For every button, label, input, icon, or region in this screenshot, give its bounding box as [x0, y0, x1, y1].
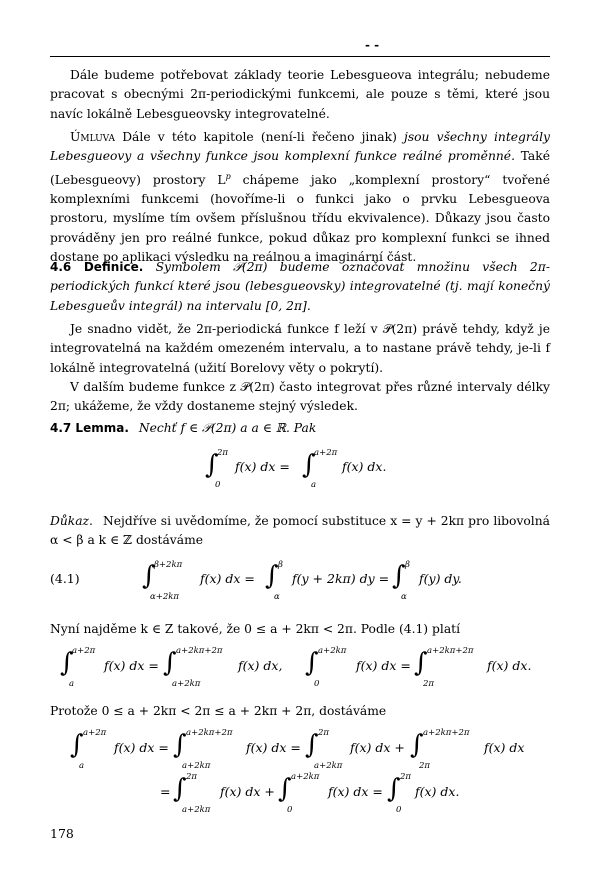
- upper-limit: a+2π: [314, 448, 338, 458]
- integrand: f(x) dx +: [220, 784, 275, 799]
- lemma-text: Nechť f ∈ 𝒫(2π) a a ∈ ℝ. Pak: [138, 421, 317, 435]
- upper-limit: a+2kπ+2π: [427, 646, 474, 656]
- upper-limit: a+2π: [72, 646, 96, 656]
- equation-lemma: [205, 450, 405, 490]
- upper-limit: β: [405, 560, 410, 570]
- convention-sup: p: [225, 171, 231, 181]
- integrand: f(x) dx.: [487, 658, 532, 673]
- integrand: f(x) dx =: [246, 740, 301, 755]
- integrand: f(x) dx =: [104, 658, 159, 673]
- equation-chain-line-1: [50, 728, 550, 772]
- upper-limit: a+2kπ+2π: [423, 728, 470, 738]
- integrand: f(y + 2kπ) dy =: [292, 571, 390, 586]
- upper-limit: 2π: [318, 728, 329, 738]
- convention-rest: Také (Lebesgueovy) prostory L: [50, 149, 550, 187]
- paragraph-integrate: V dalším budeme funkce z 𝒫(2π) často integrovat přes různé intervaly délky 2π; ukážeme, že vždy dostaneme stejný výsledek.: [50, 380, 550, 414]
- integral-sign: ∫: [163, 648, 177, 678]
- integral-sign: ∫: [142, 561, 156, 591]
- lower-limit: α+2kπ: [150, 592, 180, 602]
- lower-limit: a+2kπ: [314, 761, 343, 771]
- paragraph-periodic: Je snadno vidět, že 2π-periodická funkce f leží v 𝒫(2π) právě tehdy, když je integrovatelná na každém omezeném intervalu, a to nastane právě tehdy, je-li f lokálně integrovatelná (užití Borelovy věty o pokrytí).: [50, 322, 550, 375]
- integrand: f(x) dx =: [356, 658, 411, 673]
- integral-sign: ∫: [392, 561, 406, 591]
- lower-limit: a+2kπ: [182, 761, 211, 771]
- upper-limit: a+2kπ+2π: [186, 728, 233, 738]
- definition-label: 4.6 Definice.: [50, 260, 144, 274]
- lower-limit: a+2kπ: [172, 679, 201, 689]
- lemma-label: 4.7 Lemma.: [50, 421, 129, 435]
- upper-limit: 2π: [186, 772, 197, 782]
- integrand: f(x) dx: [484, 740, 525, 755]
- lower-limit: a+2kπ: [182, 805, 211, 815]
- lower-limit: α: [274, 592, 280, 602]
- integrand: f(x) dx,: [238, 658, 283, 673]
- proof-label: Důkaz.: [50, 514, 93, 528]
- upper-limit: β: [278, 560, 283, 570]
- lower-limit: α: [401, 592, 407, 602]
- integral-sign: ∫: [205, 450, 219, 480]
- proof-paragraph: [50, 512, 550, 551]
- integral-sign: ∫: [70, 730, 84, 760]
- integrand: f(x) dx =: [200, 571, 255, 586]
- integral-sign: ∫: [387, 774, 401, 804]
- page-number: 178: [50, 826, 74, 841]
- integrand: f(x) dx =: [235, 459, 290, 474]
- equation-4-1: [50, 560, 550, 602]
- lower-limit: 2π: [419, 761, 430, 771]
- lower-limit: 0: [215, 480, 221, 490]
- integral-sign: ∫: [302, 450, 316, 480]
- integral-sign: ∫: [278, 774, 292, 804]
- equals-sign: =: [160, 784, 171, 799]
- integrand: f(x) dx +: [350, 740, 405, 755]
- lemma-4-7: [50, 419, 550, 438]
- integral-sign: ∫: [173, 730, 187, 760]
- integrand: f(x) dx =: [328, 784, 383, 799]
- convention-italic: jsou všechny integrály Lebesgueovy a všechny funkce jsou komplexní funkce reálné proměnné.: [50, 130, 551, 164]
- upper-limit: a+2kπ: [318, 646, 347, 656]
- integrand: f(x) dx.: [342, 459, 387, 474]
- convention-rest2: chápeme jako „komplexní prostory“ tvořené komplexními funkcemi (hovoříme-li o funkci jako o prvku Lebesgueova prostoru, myslíme tím ovšem příslušnou třídu ekvivalence). Důkazy jsou často prováděny jen pro reálné funkce, pokud důkaz pro komplexní funkci se ihned dostane po aplikaci výsledku na reálnou a imaginární část.: [50, 172, 550, 264]
- upper-limit: 2π: [400, 772, 411, 782]
- upper-limit: a+2kπ+2π: [176, 646, 223, 656]
- lower-limit: a: [311, 480, 317, 490]
- integral-sign: ∫: [173, 774, 187, 804]
- running-header-mark: - -: [365, 38, 380, 52]
- paragraph-find-k: Nyní najděme k ∈ Z takové, že 0 ≤ a + 2kπ < 2π. Podle (4.1) platí: [50, 622, 461, 636]
- integrand: f(y) dy.: [419, 571, 462, 586]
- upper-limit: β+2kπ: [154, 560, 183, 570]
- header-rule: [50, 56, 550, 57]
- integral-sign: ∫: [60, 648, 74, 678]
- paragraph-since: Protože 0 ≤ a + 2kπ < 2π ≤ a + 2kπ + 2π, dostáváme: [50, 704, 387, 718]
- equation-pair: [50, 646, 550, 690]
- convention-lead: Dále v této kapitole (není-li řečeno jinak): [122, 130, 397, 144]
- lower-limit: 0: [396, 805, 402, 815]
- integral-sign: ∫: [305, 730, 319, 760]
- convention-label: Úmluva: [70, 130, 116, 144]
- integrand: f(x) dx =: [114, 740, 169, 755]
- lower-limit: a: [79, 761, 85, 771]
- lower-limit: 0: [314, 679, 320, 689]
- upper-limit: 2π: [217, 448, 228, 458]
- integral-sign: ∫: [305, 648, 319, 678]
- equation-chain-line-2: [50, 772, 550, 816]
- proof-text: Nejdříve si uvědomíme, že pomocí substituce x = y + 2kπ pro libovolná α < β a k ∈ ℤ dostáváme: [50, 514, 550, 548]
- definition-4-6: [50, 258, 550, 316]
- definition-text: Symbolem 𝒫(2π) budeme označovat množinu všech 2π-periodických funkcí které jsou (lebesgueovsky) integrovatelné (tj. mají konečný Lebesgueův integrál) na intervalu [0, 2π].: [50, 260, 550, 313]
- lower-limit: 2π: [423, 679, 434, 689]
- integral-sign: ∫: [414, 648, 428, 678]
- upper-limit: a+2kπ: [291, 772, 320, 782]
- integrand: f(x) dx.: [415, 784, 460, 799]
- equation-number: (4.1): [50, 571, 80, 586]
- upper-limit: a+2π: [83, 728, 107, 738]
- paragraph-intro: Dále budeme potřebovat základy teorie Lebesgueova integrálu; nebudeme pracovat s obecnými 2π-periodickými funkcemi, ale pouze s těmi, které jsou navíc lokálně Lebesgueovsky integrovatelné.: [50, 68, 550, 121]
- lower-limit: a: [69, 679, 75, 689]
- integral-sign: ∫: [410, 730, 424, 760]
- integral-sign: ∫: [265, 561, 279, 591]
- lower-limit: 0: [287, 805, 293, 815]
- convention-paragraph: [50, 128, 550, 267]
